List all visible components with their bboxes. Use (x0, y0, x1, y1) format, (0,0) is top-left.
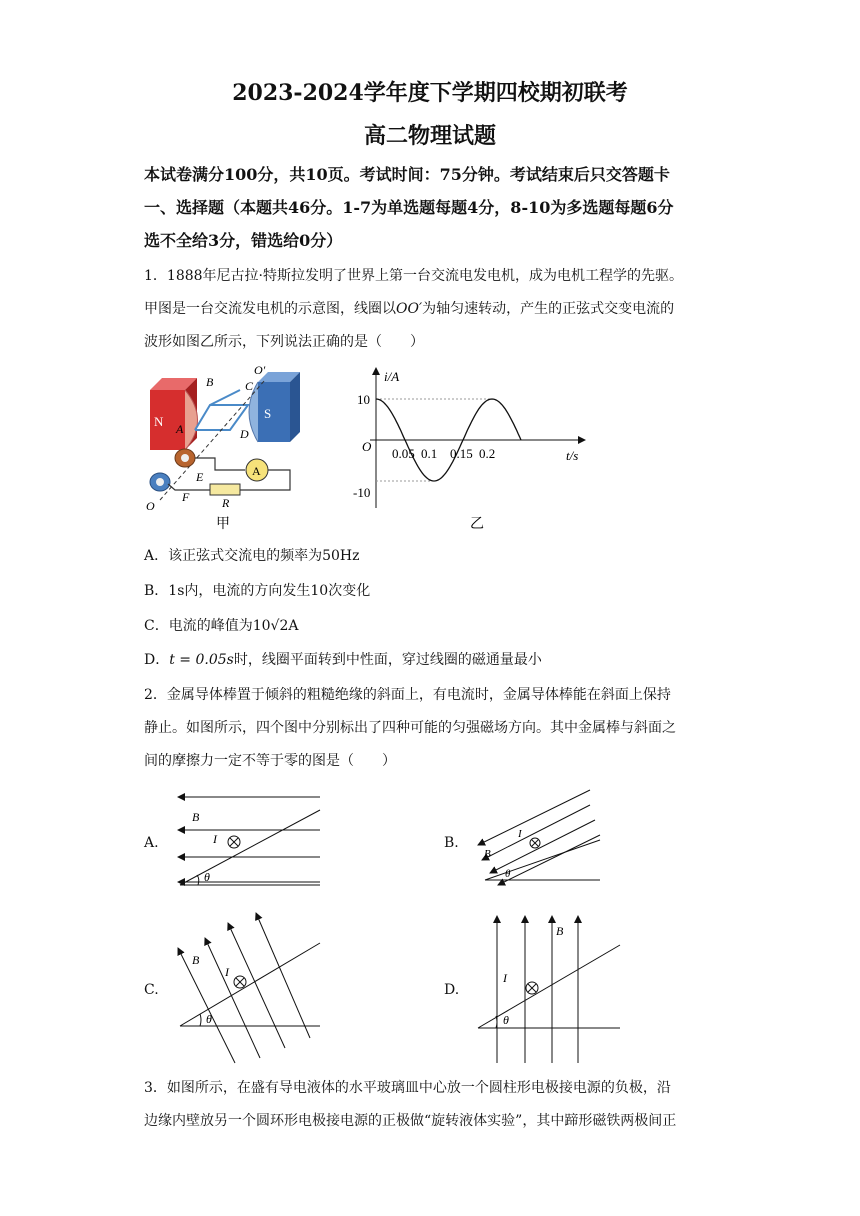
svg-text:C: C (245, 379, 254, 393)
origin-label: O (362, 439, 372, 454)
exam-subtitle: 高二物理试题 (363, 123, 496, 149)
svg-text:B: B (556, 924, 564, 938)
svg-text:E: E (196, 470, 204, 484)
section-heading: 一、选择题（本题共46分。1-7为单选题每题4分，8-10为多选题每题6分 (144, 198, 674, 217)
q2-stem-line-3: 间的摩擦力一定不等于零的图是（ ） (144, 753, 396, 769)
q2-stem-line-1: 2．金属导体棒置于倾斜的粗糙绝缘的斜面上，有电流时，金属导体棒能在斜面上保持 (144, 687, 671, 703)
q1-option-b[interactable]: B．1s内，电流的方向发生10次变化 (144, 583, 371, 599)
q2-option-c[interactable]: C. (144, 982, 159, 998)
svg-text:θ: θ (503, 1013, 509, 1027)
svg-text:O′: O′ (254, 363, 266, 377)
svg-text:I: I (213, 832, 217, 846)
y-tick-10: 10 (357, 392, 370, 407)
intro-line-1: 本试卷满分100分，共10页。考试时间：75分钟。考试结束后只交答题卡 (144, 165, 670, 184)
svg-text:θ: θ (204, 870, 210, 884)
q1-stem-line-3: 波形如图乙所示，下列说法正确的是（ ） (144, 334, 424, 350)
y-tick-neg10: -10 (353, 485, 371, 500)
exam-title: 2023-2024学年度下学期四校期初联考 (232, 80, 628, 106)
q1-stem-line-1: 1．1888年尼古拉·特斯拉发明了世界上第一台交流电发电机，成为电机工程学的先驱。 (144, 268, 683, 284)
svg-text:F: F (182, 490, 190, 504)
q1-option-a[interactable]: A．该正弦式交流电的频率为50Hz (144, 548, 360, 564)
svg-text:I: I (503, 971, 507, 985)
fig-yi-caption: 乙 (470, 517, 484, 532)
magnet-n-label: N (154, 414, 164, 429)
svg-text:B: B (484, 848, 491, 860)
q3-stem-line-2: 边缘内壁放另一个圆环形电极接电源的正极做“旋转液体实验”，其中蹄形磁铁两极间正 (144, 1113, 677, 1129)
x-tick-label: 0.15 (450, 446, 473, 461)
q3-stem-line-1: 3．如图所示，在盛有导电液体的水平玻璃皿中心放一个圆柱形电极接电源的负极，沿 (144, 1080, 671, 1096)
svg-text:θ: θ (206, 1012, 212, 1026)
x-tick-label: 0.05 (392, 446, 415, 461)
generator-diagram (140, 360, 305, 535)
svg-text:B: B (206, 375, 214, 389)
svg-text:O: O (146, 499, 155, 513)
diagram-d (470, 908, 630, 1068)
q1-stem-line-2: 甲图是一台交流发电机的示意图，线圈以OO′为轴匀速转动，产生的正弦式交变电流的 (144, 301, 675, 317)
svg-text:I: I (225, 965, 229, 979)
x-tick-label: 0.2 (479, 446, 496, 461)
x-tick-label: 0.1 (421, 446, 438, 461)
diagram-a (170, 785, 330, 895)
q2-option-d[interactable]: D. (444, 982, 460, 998)
svg-text:B: B (192, 953, 200, 967)
ammeter-label: A (252, 464, 261, 478)
fig-jia-caption: 甲 (216, 517, 230, 532)
svg-text:A: A (176, 422, 184, 436)
q2-option-b[interactable]: B. (444, 835, 459, 851)
diagram-b (470, 785, 610, 895)
svg-text:D: D (240, 427, 249, 441)
q1-option-c[interactable]: C．电流的峰值为10√2A (144, 618, 299, 634)
magnet-s-label: S (264, 406, 272, 421)
svg-text:θ: θ (505, 868, 511, 880)
x-axis-label: t/s (566, 448, 579, 463)
current-time-chart (350, 360, 600, 535)
svg-text:B: B (192, 810, 200, 824)
diagram-c (170, 908, 330, 1068)
section-heading-cont: 选不全给3分，错选给0分） (144, 231, 343, 250)
y-axis-label: i/A (384, 369, 400, 384)
q1-option-d[interactable]: D．t = 0.05s时，线圈平面转到中性面，穿过线圈的磁通量最小 (144, 652, 542, 668)
q2-option-a[interactable]: A. (144, 835, 159, 851)
q2-stem-line-2: 静止。如图所示，四个图中分别标出了四种可能的匀强磁场方向。其中金属棒与斜面之 (144, 720, 676, 736)
svg-text:I: I (518, 828, 522, 840)
svg-text:R: R (222, 496, 230, 510)
